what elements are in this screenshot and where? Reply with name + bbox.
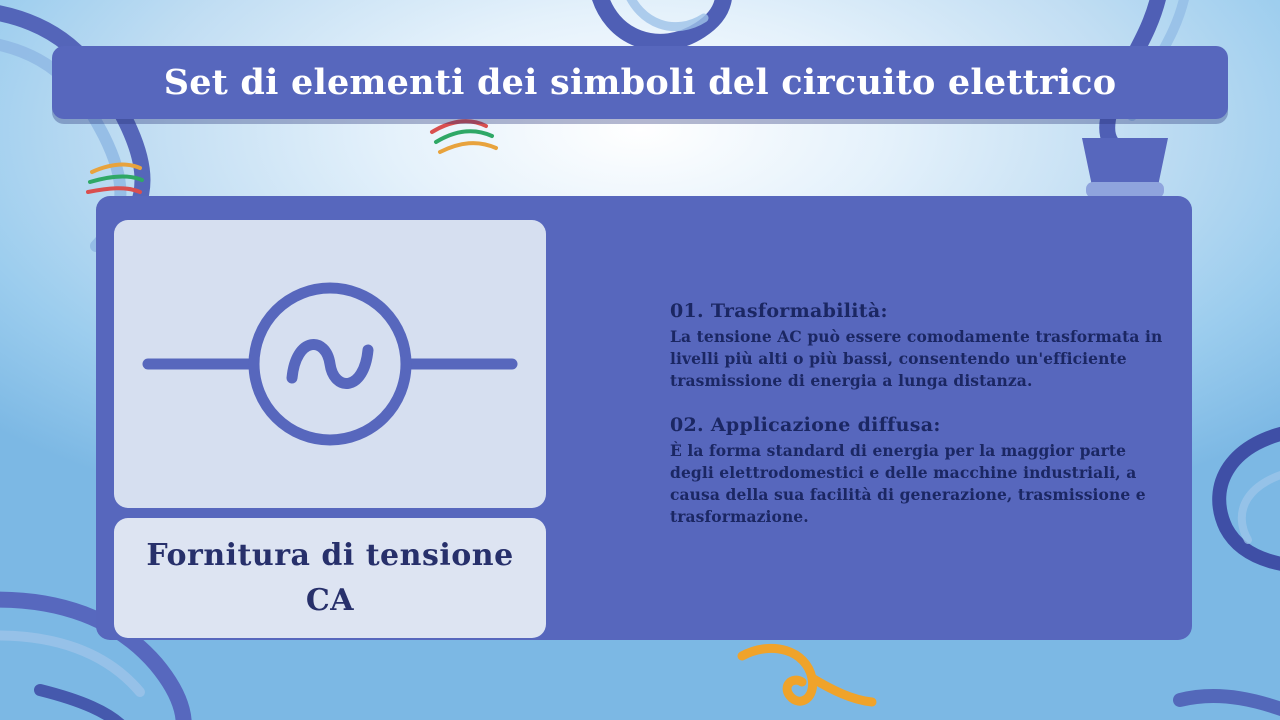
symbol-card	[114, 220, 546, 508]
page-title: Set di elementi dei simboli del circuito elettrico	[163, 62, 1117, 103]
symbol-caption-card	[114, 518, 546, 638]
item-body: La tensione AC può essere comodamente trasformata in livelli più alti o più bassi, consentendo un'efficiente trasmissione di energia a lunga distanza.	[670, 327, 1163, 390]
slide-title-bar	[52, 46, 1228, 119]
ac-voltage-source-symbol	[130, 264, 530, 464]
list-item	[670, 300, 1170, 392]
list-item	[670, 414, 1170, 528]
symbol-caption: Fornitura di tensione CA	[146, 538, 514, 618]
item-heading: 01. Trasformabilità:	[670, 300, 888, 322]
description-list	[670, 300, 1170, 528]
item-body: È la forma standard di energia per la maggior parte degli elettrodomestici e delle macchine industriali, a causa della sua facilità di generazione, trasmissione e trasformazione.	[670, 441, 1146, 526]
item-heading: 02. Applicazione diffusa:	[670, 414, 941, 436]
